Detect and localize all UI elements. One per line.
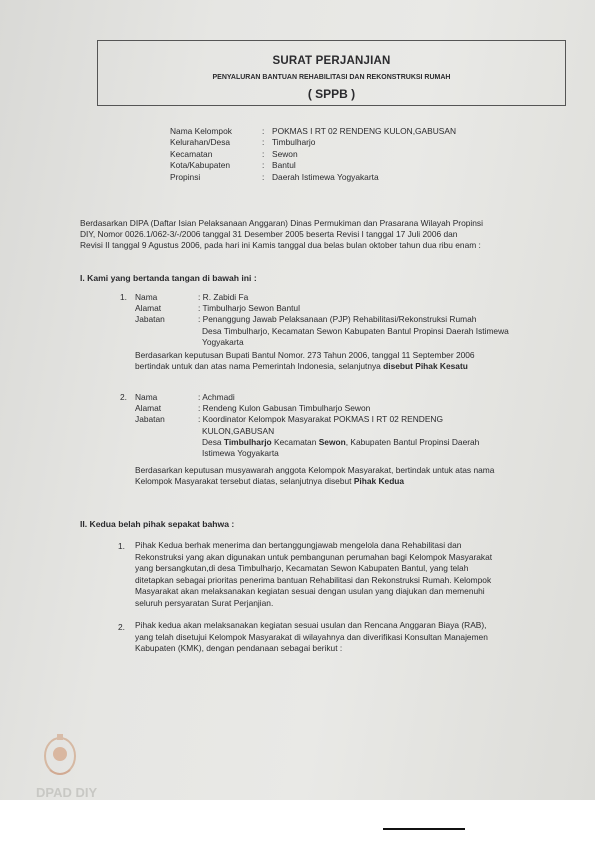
party-1-designation: disebut Pihak Kesatu (383, 361, 468, 372)
party-1-block (135, 292, 562, 348)
spacer (135, 437, 198, 448)
colon: : (262, 171, 265, 182)
closing-line: Berdasarkan keputusan musyawarah anggota Kelompok Masyarakat, bertindak untuk atas nama (135, 465, 495, 475)
party-row (135, 303, 562, 314)
field-value: : Koordinator Kelompok Masyarakat POKMAS I RT 02 RENDENG (198, 414, 443, 425)
item-line: Pihak Kedua berhak menerima dan bertanggungjawab mengelola dana Rehabilitasi dan (135, 540, 462, 550)
closing-line (135, 476, 494, 487)
info-label: Propinsi (170, 171, 201, 182)
document-subtitle: PENYALURAN BANTUAN REHABILITASI DAN REKONSTRUKSI RUMAH (212, 74, 451, 81)
info-row (170, 160, 456, 171)
document-code: ( SPPB ) (307, 87, 356, 101)
text-run: Desa (202, 436, 224, 447)
party-row (135, 292, 562, 303)
intro-line: DIY, Nomor 0026.1/062-3/-/2006 tanggal 31 Desember 2005 beserta Revisi I tanggal 17 Juli 2006 dan (80, 229, 458, 240)
info-label: Kecamatan (170, 148, 213, 159)
field-label: Alamat (135, 303, 162, 314)
spacer (135, 326, 198, 337)
text-run: , Kabupaten Bantul Propinsi Daerah (345, 436, 480, 447)
spacer (135, 337, 198, 348)
field-value-continuation: Istimewa Yogyakarta (202, 448, 279, 459)
field-value-continuation: Yogyakarta (202, 336, 244, 347)
party-1-number: 1. (120, 292, 127, 302)
field-label: Nama (135, 392, 158, 402)
party-row (135, 448, 562, 459)
info-row (170, 137, 456, 148)
archive-watermark: DPAD DIY (36, 785, 98, 800)
closing-line: Berdasarkan keputusan Bupati Bantul Nomor. 273 Tahun 2006, tanggal 11 September 2006 (135, 350, 475, 360)
closing-text: bertindak untuk dan atas nama Pemerintah Indonesia, selanjutnya (135, 361, 381, 372)
section-1-heading: I. Kami yang bertanda tangan di bawah ini : (80, 273, 257, 283)
item-line: Pihak kedua akan melaksanakan kegiatan sesuai usulan dan Rencana Anggaran Biaya (RAB), (135, 620, 487, 630)
field-label: Jabatan (135, 314, 165, 325)
document-title: SURAT PERJANJIAN (272, 55, 391, 67)
party-2-designation: Pihak Kedua (353, 476, 405, 487)
item-line: Rekonstruksi yang akan digunakan untuk pembangunan perumahan bagi Kelompok Masyarakat (135, 551, 493, 562)
party-1-closing (135, 350, 475, 372)
item-1-text (135, 540, 563, 610)
info-row (170, 172, 456, 183)
field-value: : Achmadi (198, 392, 235, 402)
item-1-number: 1. (118, 541, 125, 551)
party-2-block (135, 392, 562, 459)
field-value: : R. Zabidi Fa (198, 292, 249, 302)
item-line: yang telah disetujui Kelompok Masyarakat di wilayahnya dan diverifikasi Konsultan Manajemen (135, 631, 488, 642)
info-label: Nama Kelompok (170, 126, 232, 136)
intro-line: Revisi II tanggal 9 Agustus 2006, pada hari ini Kamis tanggal dua belas bulan oktober tahun dua ribu enam : (80, 240, 481, 251)
party-row (135, 337, 562, 348)
field-value-continuation: KULON,GABUSAN (202, 425, 275, 436)
spacer (135, 426, 198, 437)
party-row (135, 403, 562, 414)
party-row (135, 414, 562, 425)
field-value: : Rendeng Kulon Gabusan Timbulharjo Sewon (198, 403, 371, 414)
item-line: Kabupaten (KMK), dengan pendanaan sebagai berikut : (135, 643, 343, 654)
closing-line (135, 361, 475, 372)
intro-line: Berdasarkan DIPA (Daftar Isian Pelaksanaan Anggaran) Dinas Permukiman dan Prasarana Wilayah Propinsi (80, 218, 483, 228)
party-row (135, 392, 562, 403)
field-value-continuation: Desa Timbulharjo, Kecamatan Sewon Kabupaten Bantul Propinsi Daerah Istimewa (202, 325, 509, 336)
village-name: Timbulharjo (223, 436, 272, 447)
party-row (135, 314, 562, 325)
field-label: Jabatan (135, 414, 165, 425)
party-2-closing (135, 465, 494, 487)
info-row (170, 149, 456, 160)
closing-text: Kelompok Masyarakat tersebut diatas, selanjutnya disebut (135, 476, 352, 487)
field-value: : Penanggung Jawab Pelaksanaan (PJP) Rehabilitasi/Rekonstruksi Rumah (198, 314, 477, 325)
info-row (170, 126, 456, 137)
text-run: Kecamatan (271, 436, 319, 447)
info-value: Timbulharjo (272, 137, 316, 148)
colon: : (262, 137, 265, 148)
field-value: : Timbulharjo Sewon Bantul (198, 303, 300, 314)
party-2-number: 2. (120, 392, 127, 402)
group-info (170, 126, 456, 183)
info-label: Kota/Kabupaten (170, 160, 231, 171)
footer-bar (383, 828, 465, 830)
item-line: yang bersangkutan,di desa Timbulharjo, Kecamatan Sewon Kabupaten Bantul, yang telah (135, 563, 469, 574)
field-value-continuation (198, 437, 562, 448)
district-name: Sewon (318, 436, 346, 447)
emblem-icon (40, 730, 80, 780)
info-label: Kelurahan/Desa (170, 137, 231, 148)
spacer (135, 448, 198, 459)
info-value: Sewon (272, 148, 298, 159)
item-2-text (135, 620, 563, 655)
party-row (135, 426, 562, 437)
item-line: ditetapkan sebagai prioritas penerima bantuan Rehabilitasi dan Rekonstruksi Rumah. Kelompok (135, 574, 492, 585)
info-value: Bantul (272, 160, 296, 171)
info-value: Daerah Istimewa Yogyakarta (272, 171, 379, 182)
party-row (135, 326, 562, 337)
party-row (135, 437, 562, 448)
colon: : (262, 126, 265, 136)
field-label: Alamat (135, 403, 162, 414)
item-2-number: 2. (118, 622, 125, 632)
info-value: POKMAS I RT 02 RENDENG KULON,GABUSAN (272, 126, 456, 136)
item-line: Masyarakat akan melaksanakan kegiatan sesuai dengan usulan yang diajukan dan memenuhi (135, 586, 485, 597)
title-box (97, 40, 566, 106)
section-2-heading: II. Kedua belah pihak sepakat bahwa : (80, 519, 235, 529)
field-label: Nama (135, 292, 158, 302)
colon: : (262, 148, 265, 159)
intro-paragraph (80, 218, 563, 252)
item-line: seluruh persyaratan Surat Perjanjian. (135, 597, 274, 608)
colon: : (262, 160, 265, 171)
